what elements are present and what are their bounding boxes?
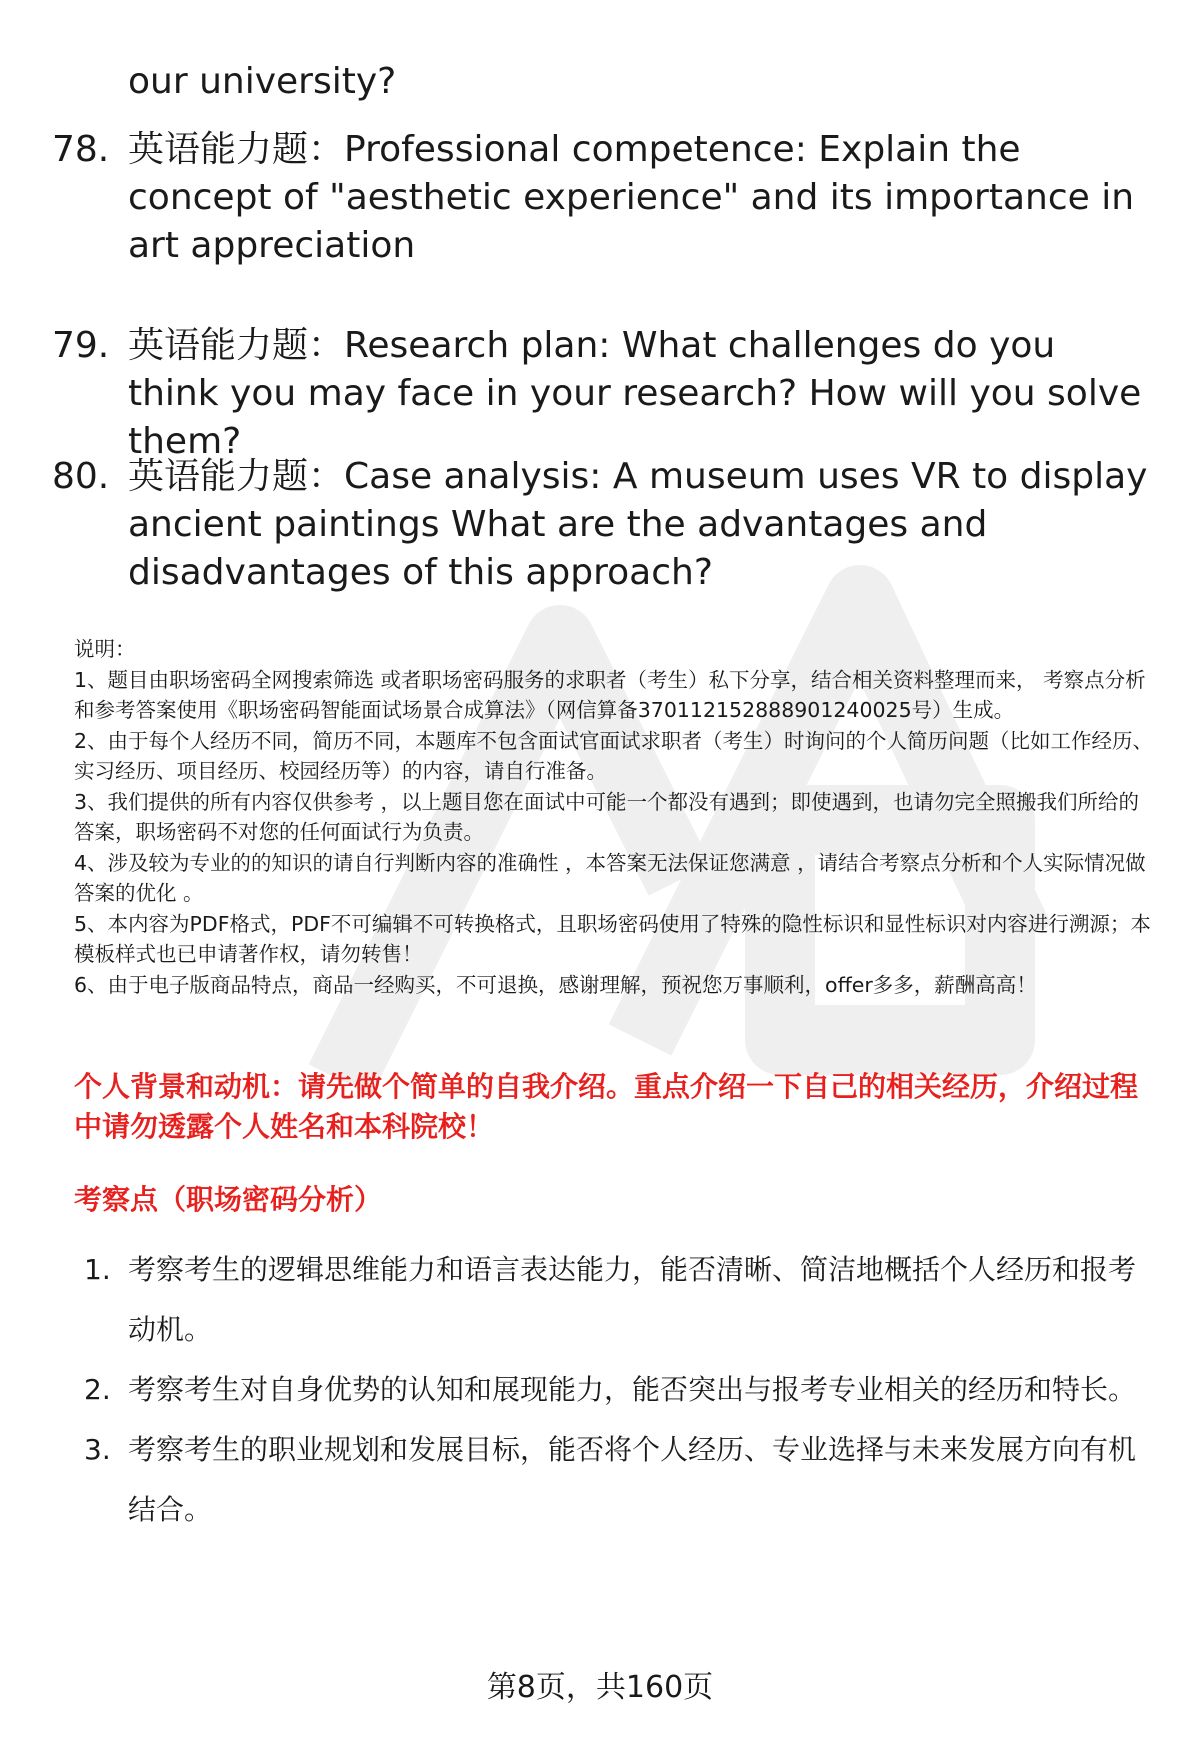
note-item: 2、由于每个人经历不同，简历不同，本题库不包含面试官面试求职者（考生）时询问的个人简历问题（比如工作经历、实习经历、项目经历、校园经历等）的内容，请自行准备。 [74,728,1154,783]
question-number: 79. [52,325,110,366]
question-number: 80. [52,456,110,497]
analysis-text: 考察考生的职业规划和发展目标，能否将个人经历、专业选择与未来发展方向有机结合。 [128,1433,1137,1526]
analysis-text: 考察考生的逻辑思维能力和语言表达能力，能否清晰、简洁地概括个人经历和报考动机。 [128,1253,1137,1346]
question-number: 78. [52,129,110,170]
analysis-number: 1. [84,1253,111,1286]
analysis-text: 考察考生对自身优势的认知和展现能力，能否突出与报考专业相关的经历和特长。 [128,1373,1137,1406]
page-footer: 第8页，共160页 [486,1670,714,1705]
analysis-number: 2. [84,1373,111,1406]
note-item: 6、由于电子版商品特点，商品一经购买，不可退换，感谢理解，预祝您万事顺利，offer多多，薪酬高高！ [74,972,1037,997]
question-heading: 个人背景和动机：请先做个简单的自我介绍。重点介绍一下自己的相关经历，介绍过程中请勿透露个人姓名和本科院校！ [74,1070,1139,1143]
note-item: 1、题目由职场密码全网搜索筛选 或者职场密码服务的求职者（考生）私下分享，结合相关资料整理而来， 考察点分析和参考答案使用《职场密码智能面试场景合成算法》（网信算备370112152888901240025号）生成。 [74,667,1146,722]
analysis-heading: 考察点（职场密码分析） [74,1183,383,1216]
question-text: 英语能力题：Case analysis: A museum uses VR to display ancient paintings What are the advantages and disadvantages of this approach? [128,456,1148,593]
analysis-number: 3. [84,1433,111,1466]
note-item: 4、涉及较为专业的的知识的请自行判断内容的准确性 ，本答案无法保证您满意 ，请结合考察点分析和个人实际情况做答案的优化 。 [74,850,1146,905]
analysis-item [74,1240,1154,1360]
question-77-continuation: our university? [128,61,397,102]
question-text: 英语能力题：Professional competence: Explain the concept of "aesthetic experience" and its importance in art appreciation [128,129,1135,266]
note-item: 3、我们提供的所有内容仅供参考 ，以上题目您在面试中可能一个都没有遇到；即使遇到，也请勿完全照搬我们所给的答案，职场密码不对您的任何面试行为负责。 [74,789,1140,844]
analysis-item [74,1360,1154,1420]
question-text: 英语能力题：Research plan: What challenges do you think you may face in your research? How will you solve them? [128,325,1142,462]
note-item: 5、本内容为PDF格式，PDF不可编辑不可转换格式，且职场密码使用了特殊的隐性标识和显性标识对内容进行溯源；本模板样式也已申请著作权，请勿转售！ [74,911,1151,966]
notes-section [74,634,1154,1000]
notes-title: 说明： [74,637,136,661]
analysis-list [74,1240,1154,1540]
analysis-item [74,1420,1154,1540]
